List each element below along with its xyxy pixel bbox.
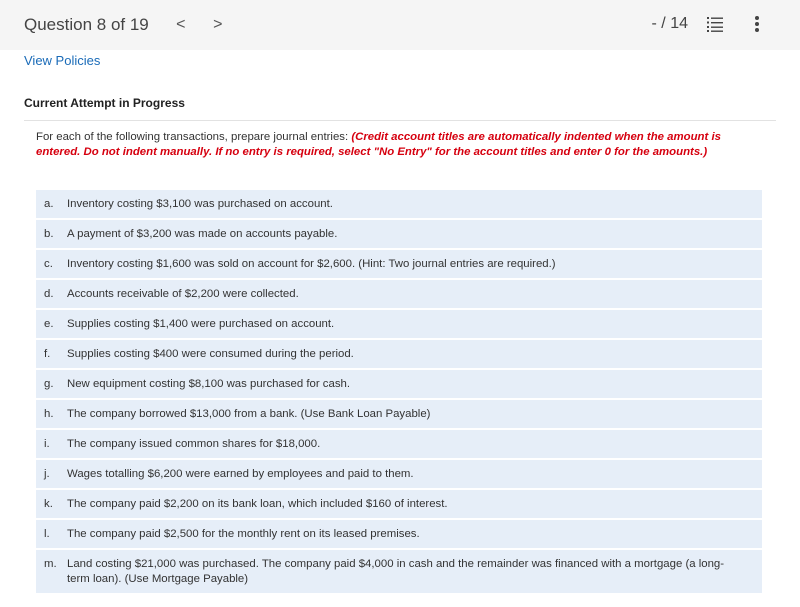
transaction-letter: k. (44, 498, 53, 510)
transaction-item (36, 400, 762, 430)
transaction-item (36, 460, 762, 490)
transaction-letter: c. (44, 258, 53, 270)
next-question-icon[interactable]: > (213, 16, 223, 33)
transaction-text: New equipment costing $8,100 was purchased for cash. (67, 378, 351, 390)
transaction-text: The company borrowed $13,000 from a bank. (Use Bank Loan Payable) (67, 408, 431, 420)
transaction-text: Supplies costing $400 were consumed during the period. (67, 348, 354, 360)
transaction-letter: e. (44, 318, 54, 330)
transaction-item (36, 430, 762, 460)
transaction-text: Supplies costing $1,400 were purchased on account. (67, 318, 335, 330)
transaction-letter: b. (44, 228, 54, 240)
attempt-status: Current Attempt in Progress (24, 96, 185, 110)
transaction-item (36, 520, 762, 550)
transaction-text: Wages totalling $6,200 were earned by employees and paid to them. (67, 468, 414, 480)
numbered-list-icon[interactable] (706, 15, 724, 33)
transaction-item (36, 340, 762, 370)
transaction-letter: d. (44, 288, 54, 300)
transaction-text: The company issued common shares for $18,000. (67, 438, 321, 450)
question-header (0, 0, 800, 50)
transaction-item (36, 370, 762, 400)
instructions-lead: For each of the following transactions, prepare journal entries: (36, 131, 352, 143)
transaction-letter: l. (44, 528, 50, 540)
transaction-item (36, 550, 762, 595)
transaction-text: The company paid $2,500 for the monthly rent on its leased premises. (67, 528, 420, 540)
transaction-letter: m. (44, 558, 57, 570)
transaction-text: Accounts receivable of $2,200 were collected. (67, 288, 299, 300)
transaction-item (36, 490, 762, 520)
transaction-item (36, 280, 762, 310)
transaction-item (36, 310, 762, 340)
question-instructions (36, 130, 740, 160)
transaction-letter: f. (44, 348, 51, 360)
score-display: - / 14 (651, 15, 688, 32)
transaction-letter: j. (44, 468, 50, 480)
transaction-text: A payment of $3,200 was made on accounts payable. (67, 228, 338, 240)
transaction-text: Inventory costing $3,100 was purchased on account. (67, 198, 333, 210)
instructions-note: (Credit account titles are automatically indented when the amount is entered. Do not indent manually. If no entry is required, select "No Entry" for the account titles and enter 0 for the amounts.) (36, 131, 721, 158)
transaction-item (36, 190, 762, 220)
transaction-text: The company paid $2,200 on its bank loan, which included $160 of interest. (67, 498, 448, 510)
divider (24, 120, 776, 121)
transaction-letter: a. (44, 198, 54, 210)
question-title: Question 8 of 19 (24, 15, 149, 34)
more-vertical-icon[interactable] (754, 14, 760, 34)
transaction-letter: i. (44, 438, 50, 450)
transaction-item (36, 250, 762, 280)
transaction-list (36, 190, 762, 595)
transaction-text: Inventory costing $1,600 was sold on account for $2,600. (Hint: Two journal entries are required.) (67, 258, 556, 270)
transaction-item (36, 220, 762, 250)
transaction-letter: h. (44, 408, 54, 420)
transaction-letter: g. (44, 378, 54, 390)
transaction-text: Land costing $21,000 was purchased. The company paid $4,000 in cash and the remainder was financed with a mortgage (a long-term loan). (Use Mortgage Payable) (67, 558, 725, 585)
previous-question-icon[interactable]: < (176, 16, 186, 33)
view-policies-link[interactable]: View Policies (24, 53, 101, 68)
